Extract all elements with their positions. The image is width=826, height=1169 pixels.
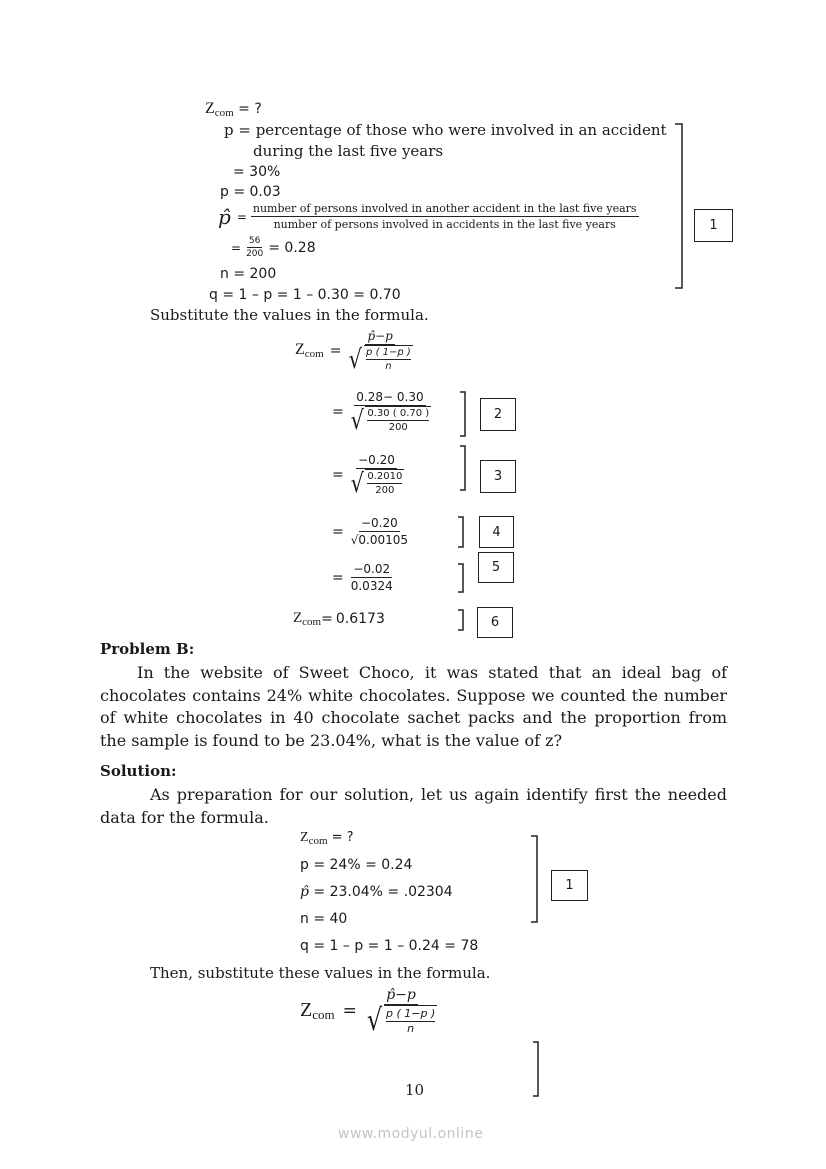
step5-fraction bbox=[349, 561, 395, 594]
watermark: www.modyul.online bbox=[338, 1126, 484, 1142]
formula-fraction bbox=[347, 328, 412, 373]
q-value: q = 1 – p = 1 – 0.30 = 0.70 bbox=[209, 287, 401, 303]
problem-b-heading: Problem B: bbox=[100, 640, 195, 658]
n-value: n = 200 bbox=[220, 266, 277, 282]
phat-calc-num: 56 bbox=[248, 236, 261, 246]
step3-expression bbox=[332, 452, 404, 497]
step-box-3: 3 bbox=[480, 460, 516, 493]
radical-sign: √ bbox=[349, 345, 363, 375]
solution-intro: As preparation for our solution, let us again identify first the needed data for the formula. bbox=[100, 785, 727, 827]
formula-zcom-label: $Z_{com}$ bbox=[295, 341, 324, 360]
step3-fraction: −0.20 √ $\frac{0.2010}{200}$ bbox=[350, 453, 403, 499]
step3-bracket bbox=[459, 444, 469, 492]
formula-rad-den: n bbox=[385, 361, 392, 372]
phat-calc-fraction bbox=[244, 235, 265, 260]
phat-symbol: p̂ bbox=[218, 204, 231, 229]
b-zcom-unknown: $Z_{com}$ = ? bbox=[300, 830, 354, 847]
phat-eq: = bbox=[236, 209, 247, 224]
step-box-6: 6 bbox=[477, 607, 513, 638]
step3-eq: = bbox=[332, 466, 344, 483]
p-definition-line1: p = percentage of those who were involved in an accident bbox=[224, 121, 667, 139]
step4-numerator: −0.20 bbox=[360, 516, 398, 530]
step3-numerator: −0.20 bbox=[358, 453, 395, 467]
page-number: 10 bbox=[405, 1081, 425, 1099]
step4-eq: = bbox=[332, 523, 344, 540]
p-definition-line3: = 30% bbox=[233, 164, 281, 180]
step5-bracket bbox=[457, 562, 467, 594]
step-box-5: 5 bbox=[478, 552, 514, 583]
step4-fraction bbox=[349, 515, 410, 548]
step5-eq: = bbox=[332, 569, 344, 586]
b-formula-rad-num: p ( 1−p ) bbox=[385, 1007, 436, 1020]
b-n-line: n = 40 bbox=[300, 911, 348, 927]
step-box-4: 4 bbox=[479, 516, 514, 548]
result-value: 0.6173 bbox=[335, 611, 385, 627]
phat-definition bbox=[218, 201, 639, 232]
formula-numerator: p̂−p bbox=[367, 329, 393, 343]
problem-b-statement: In the website of Sweet Choco, it was stated that an ideal bag of chocolates contains 24% white chocolates. Suppose we counted the number of white chocolates in 40 chocolate sachet packs and the proportion from the sample is found to be 23.04%, what is the value of z? bbox=[100, 663, 727, 750]
phat-calc-eq: = bbox=[231, 240, 242, 255]
phat-calculation bbox=[231, 235, 316, 260]
step2-bracket bbox=[459, 390, 469, 438]
b-phat-line: p̂ = 23.04% = .02304 bbox=[300, 884, 453, 900]
b-formula-zcom-label: $Z_{com}$ bbox=[300, 999, 335, 1022]
result-zcom-label: $Z_{com}$ bbox=[293, 610, 322, 628]
b-zcom-formula bbox=[300, 986, 437, 1036]
phat-denominator: number of persons involved in accidents in the last five years bbox=[273, 218, 616, 231]
b-step-box-1: 1 bbox=[551, 870, 588, 901]
result-eq: = bbox=[321, 611, 333, 627]
b-formula-numerator: p̂−p bbox=[386, 987, 416, 1003]
step2-expression bbox=[332, 389, 431, 434]
p-value: p = 0.03 bbox=[220, 184, 281, 200]
step2-rad-den: 200 bbox=[388, 422, 408, 433]
p-definition-line2: during the last five years bbox=[253, 142, 444, 160]
step2-numerator: 0.28− 0.30 bbox=[356, 390, 424, 404]
step2-eq: = bbox=[332, 403, 344, 420]
phat-calc-result: = 0.28 bbox=[268, 239, 316, 256]
step2-rad-num: 0.30 ( 0.70 ) bbox=[367, 408, 430, 419]
substitute-instruction: Substitute the values in the formula. bbox=[150, 306, 429, 324]
b-phat-symbol: p̂ bbox=[300, 884, 309, 900]
zcom-formula bbox=[295, 328, 413, 373]
step-box-1: 1 bbox=[694, 209, 733, 242]
formula-eq: = bbox=[329, 342, 342, 359]
step4-denominator: √0.00105 bbox=[350, 533, 409, 547]
step6-bracket bbox=[457, 608, 467, 632]
step3-rad-den: 200 bbox=[375, 485, 395, 496]
formula-rad-num: p ( 1−p ) bbox=[366, 347, 411, 358]
step4-bracket bbox=[457, 515, 467, 549]
step1-bracket bbox=[674, 122, 688, 290]
b-formula-eq: = bbox=[342, 1001, 357, 1021]
step3-rad-num: 0.2010 bbox=[367, 471, 403, 482]
phat-calc-den: 200 bbox=[246, 249, 264, 259]
b-step2-bracket bbox=[532, 1040, 542, 1098]
b-step1-bracket bbox=[530, 834, 542, 924]
b-p-line: p = 24% = 0.24 bbox=[300, 857, 413, 873]
step2-fraction: 0.28− 0.30 √ $\frac{0.30 ( 0.70 )}{200}$ bbox=[350, 390, 430, 436]
step-box-2: 2 bbox=[480, 398, 516, 431]
step5-numerator: −0.02 bbox=[353, 562, 391, 576]
b-substitute-instruction: Then, substitute these values in the formula. bbox=[150, 964, 491, 982]
step5-denominator: 0.0324 bbox=[350, 579, 393, 593]
result-line bbox=[293, 610, 385, 628]
formula-radical bbox=[347, 345, 412, 373]
phat-numerator: number of persons involved in another accident in the last five years bbox=[252, 202, 637, 215]
b-q-line: q = 1 – p = 1 – 0.24 = 78 bbox=[300, 938, 479, 954]
solution-heading: Solution: bbox=[100, 762, 177, 780]
b-formula-fraction: p̂−p √ $\frac{p ( 1-p )}{n}$ bbox=[366, 987, 436, 1038]
b-formula-rad-den: n bbox=[407, 1022, 415, 1035]
zcom-unknown: $Z_{com}$ = ? bbox=[205, 100, 262, 119]
step5-expression bbox=[332, 561, 395, 594]
phat-fraction bbox=[251, 201, 639, 232]
step4-expression bbox=[332, 515, 410, 548]
